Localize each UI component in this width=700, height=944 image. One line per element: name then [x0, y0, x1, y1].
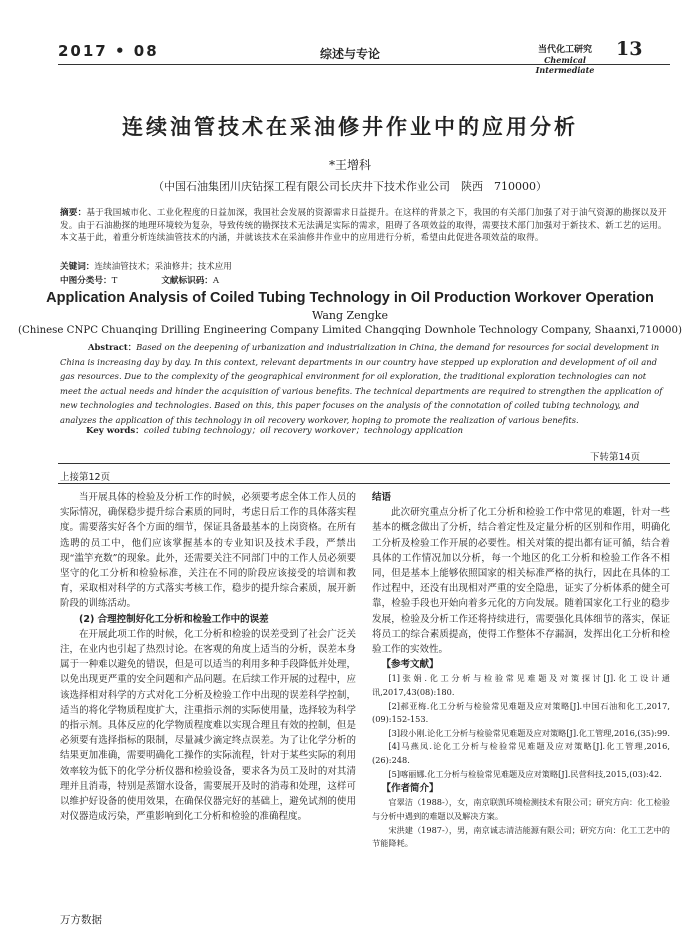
- article-title-en: Application Analysis of Coiled Tubing Technology in Oil Production Workover Operation: [46, 290, 654, 306]
- author-bio: 宋洪建（1987-），男，南京诚志清洁能源有限公司；研究方向：化工工艺中的节能降耗。: [372, 824, 670, 849]
- reference-item: [3]段小刚.论化工分析与检验常见难题及应对策略[J].化工管理,2016,(35):99.: [388, 727, 670, 738]
- reference-list: [372, 672, 670, 781]
- class-value: T: [111, 276, 118, 286]
- conclusion-heading: 结语: [372, 492, 392, 503]
- journal-name-cn: 当代化工研究: [537, 45, 592, 55]
- header-rule: [58, 64, 670, 65]
- section-rule: [58, 463, 670, 464]
- right-column: [372, 490, 670, 851]
- keywords-text: 连续油管技术；采油修井；技术应用: [94, 262, 232, 272]
- section-label: 综述与专论: [319, 47, 380, 61]
- reference-item: [4]马燕凤.论化工分析与检验常见难题及应对策略[J].化工管理,2016,(26):248.: [372, 741, 670, 765]
- affiliation: （中国石油集团川庆钻探工程有限公司长庆井下技术作业公司 陕西 710000）: [153, 180, 547, 193]
- left-column: [60, 490, 356, 824]
- abstract-en: Abstract：Based on the deepening of urbanization and industrialization in China, the demand for resources for social development in China is increasing day by day. In this context, relevant departments in our country have stepped up exploration and development of oil and gas resources. Due to the complexity of the geographical environment for oil exploration, the traditional exploration technologies can not meet the actual needs and hinder the acquisition of various benefits. The technical departments are required to strengthen the application of new technologies and technologies. Based on this, this paper focuses on the analysis of the connotation of coiled tubing technology, and analyzes the application of this technology in oil recovery workover, hoping to promote the realization of various benefits.: [60, 342, 663, 425]
- abstract-en-label: Abstract: [88, 342, 128, 352]
- abstract-label: 摘要：: [60, 208, 87, 218]
- keywords-label: 关键词：: [60, 262, 95, 272]
- classification: [60, 274, 219, 286]
- body-rule: [58, 483, 670, 484]
- abstract-cn: [60, 207, 670, 245]
- author-en: Wang Zengke: [312, 309, 388, 322]
- author-bio-heading: 【作者简介】: [381, 783, 439, 795]
- journal-name: [520, 42, 610, 75]
- section-heading: (2) 合理控制好化工分析和检验工作中的误差: [79, 613, 269, 625]
- author: *王增科: [328, 158, 371, 172]
- abstract-text: 基于我国城市化、工业化程度的日益加深，我国社会发展的资源需求日益提升。在这样的背景之下，我国的有关部门加强了对于油气资源的勘探以及开发。由于石油勘探的地理环境较为复杂，导致传统的勘探技术无法满足实际的需求，阻碍了各项效益的取得，需要技术部门加强对于新技术、新工艺的运用。本文基于此，着重分析连续油管技术的内涵，并就该技术在采油修井作业中的应用进行分析，希望由此促进各项效益的取得。: [60, 208, 667, 244]
- keywords-cn: [60, 260, 232, 272]
- page-number: 13: [616, 38, 643, 60]
- paragraph: 在开展此项工作的时候，化工分析和检验的误差受到了社会广泛关注，在业内也引起了热烈讨论。在客观的角度上适当的分析，误差本身属于一种难以避免的错误，但是可以适当的利用多种手段降低并处理，以免出现更严重的安全问题和产品问题。在后续工作开展的过程中，应该选择相对科学的方式对化工分析及检验工作中出现的误差科学控制，适当的将化学物质程度扩大，注重指示剂的实际使用量，选择较为科学的指示剂。具体反应的化学物质程度难以实现合理且有效的控制，但是必须要有选择指标的限制，尽量减少滴定终点误差。为了让化学分析的结果更加准确，需要明确化工操作的实际流程，针对于某些实际的利用效率较为低下的化学分析仪器和检验设备，要求各为员工及时的对其清理并且消毒，特别是蒸馏水设备，需要展开及时的消毒和处理，这样可以维护好设备的使用效果，在确保仪器完好的基础上，避免试剂的使用对仪器造成污染，严重影响到化工分析和检验的准确程度。: [60, 628, 356, 823]
- class-label: 中图分类号：: [60, 276, 112, 286]
- continued-from: 上接第12页: [60, 472, 111, 483]
- journal-name-en: Chemical Intermediate: [535, 55, 595, 75]
- reference-item: [5]喀丽娜.化工分析与检验常见难题及应对策略[J].民营科技,2015,(03):42.: [388, 768, 662, 779]
- keywords-en-label: Key words: [86, 426, 136, 436]
- issue-number: 2017 • 08: [58, 42, 159, 60]
- keywords-en-text: coiled tubing technology；oil recovery workover；technology application: [143, 426, 464, 436]
- paragraph: 此次研究重点分析了化工分析和检验工作中常见的难题，针对一些基本的概念做出了分析，结合着定性及定量分析的区别和作用，明确化工分析及检验工作开展的必要性。相关对策的提出都有证可循，结合着具体的工作情况加以分析，每一个地区的化工分析和检验工作各不相同，但是基本上能够依照国家的相关标准严格的执行，因此在具体的工作过程中，还没有出现相对严重的安全隐患，证实了分析体系的健全可靠，检验手段也开始向着多元化的方向发展。随着国家化工行业的稳步发展，检验及分析工作还将持续进行，需要强化具体细节的落实，保证将员工的综合素质提高，使得工作整体不存漏洞，发挥出化工分析和检验工作的实效性。: [372, 507, 670, 656]
- continued-to: 下转第14页: [590, 452, 641, 463]
- reference-item: [2]郝亚梅.化工分析与检验常见难题及应对策略[J].中国石油和化工,2017,(09):152-153.: [372, 700, 670, 725]
- footer-watermark: 万方数据: [60, 914, 102, 926]
- abstract-en-text: Based on the deepening of urbanization and industrialization in China, the demand for resources for social development in China is increasing day by day. In this context, relevant departments in our country have stepped up exploration and development of oil and gas resources. Due to the complexity of the geographical environment for oil exploration, the traditional exploration technologies can not meet the actual needs and hinder the acquisition of various benefits. The technical departments are required to strengthen the application of new technologies and technologies. Based on this, this paper focuses on the analysis of the connotation of coiled tubing technology, and analyzes the application of this technology in oil recovery workover, hoping to promote the realization of various benefits.: [60, 342, 663, 425]
- reference-item: [1]张娟.化工分析与检验常见难题及对策探讨[J].化工设计通讯,2017,43(08):180.: [372, 673, 670, 698]
- affiliation-en: (Chinese CNPC Chuanqing Drilling Engineering Company Limited Changqing Downhole Technology Company, Shaanxi,710000): [17, 325, 682, 336]
- author-bios: [372, 796, 670, 850]
- doc-label: 文献标识码：: [161, 276, 213, 286]
- author-bio: 官翠洁（1988-），女，南京联凯环境检测技术有限公司；研究方向：化工检验与分析中遇到的难题以及解决方案。: [372, 797, 670, 821]
- article-title: 连续油管技术在采油修井作业中的应用分析: [122, 115, 578, 139]
- doc-value: A: [212, 276, 220, 286]
- keywords-en: Key words：coiled tubing technology；oil recovery workover；technology application: [86, 426, 464, 436]
- paragraph: 当开展具体的检验及分析工作的时候，必须要考虑全体工作人员的实际情况，确保稳步提升综合素质的同时，考虑日后工作的具体落实程度。需要落实好各个方面的细节，保证具备最基本的上岗资格。在所有选聘的员工中，他们应该掌握基本的专业知识及技术手段，严禁出现“滥竽充数”的现象。此外，还需要关注不同部门中的工作人员必须要坚守的化工分析和检验标准，关注在不同的阶段应该接受的培训和教育，采取相对科学的方式落实考核工作，稳步的提升综合素质，展开新阶段的训练活动。: [60, 492, 356, 610]
- references-heading: 【参考文献】: [381, 659, 439, 671]
